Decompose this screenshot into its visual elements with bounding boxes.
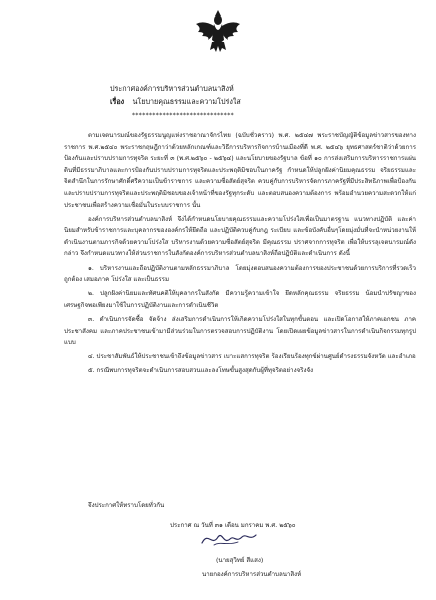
subject-label: เรื่อง: [110, 97, 125, 106]
paragraph-policy-intro: องค์การบริหารส่วนตำบลนาสิงห์ จึงได้กำหนดนโยบายคุณธรรมและความโปร่งใสเพื่อเป็นมาตรฐาน แนวทางปฏิบัติ และค่านิยมสำหรับข้าราชการและบุคลากรขององค์กรให้ยึดถือ และปฏิบัติควบคู่กับกฎ ระเบียบ และข้อบังคับอื่นๆโดยมุ่งมั่นที่จะนำหน่วยงานให้ดำเนินงานตามภารกิจด้วยความโปร่งใส บริหารงานด้วยความซื่อสัตย์สุจริต มีคุณธรรม ปราศจากการทุจริต เพื่อให้บรรลุเจตนารมณ์ดังกล่าว จึงกำหนดแนวทางให้ส่วนราชการในสังกัดองค์การบริหารส่วนตำบลนาสิงห์ถือปฏิบัติและดำเนินการ ดังนี้: [64, 215, 416, 258]
document-title: ประกาศองค์การบริหารส่วนตำบลนาสิงห์: [110, 84, 234, 93]
separator-line: ******************************: [132, 112, 234, 119]
announcement-date: ประกาศ ณ วันที่ ๓๑ เดือน มกราคม พ.ศ. ๒๕๖๐: [170, 522, 296, 529]
garuda-emblem-icon: [194, 6, 242, 54]
document-subject: นโยบายคุณธรรมและความโปร่งใส: [132, 97, 241, 106]
document-subject-line: [110, 97, 410, 107]
closing-statement: จึงประกาศให้ทราบโดยทั่วกัน: [88, 502, 165, 509]
document-body: [64, 130, 416, 379]
policy-item-4: ๔. ประชาสัมพันธ์ให้ประชาชนเข้าถึงข้อมูลข่าวสาร เบาะแสการทุจริต ร้องเรียนร้องทุกข์ผ่านศูนย์ดำรงธรรมจังหวัด และอำเภอ: [88, 353, 416, 361]
policy-item-3: ๓. ดำเนินการจัดซื้อ จัดจ้าง ส่งเสริมการดำเนินการให้เกิดความโปร่งใสในทุกขั้นตอน และเปิดโอกาสให้ภาคเอกชน ภาคประชาสังคม และภาคประชาชนเข้ามามีส่วนร่วมในการตรวจสอบการปฏิบัติงาน โดยเปิดเผยข้อมูลข่าวสารในการดำเนินกิจกรรมทุกรูปแบบ: [64, 315, 416, 347]
handwritten-signature: [200, 527, 258, 549]
policy-item-5: ๕. กรณีพบการทุจริตจะดำเนินการสอบสวนและลงโทษขั้นสูงสุดกับผู้ที่ทุจริตอย่างจริงจัง: [88, 367, 314, 375]
signer-name: (นายสุวิทย์ สีแสง): [216, 557, 264, 564]
signer-position: นายกองค์การบริหารส่วนตำบลนาสิงห์: [202, 571, 302, 578]
paragraph-preamble: ตามเจตนารมณ์ของรัฐธรรมนูญแห่งราชอาณาจักรไทย (ฉบับชั่วคราว) พ.ศ. ๒๕๔๗ พระราชบัญญัติข้อมูลข่าวสารของทางราชการ พ.ศ.๒๕๔๐ พระราชกฤษฎีกาว่าด้วยหลักเกณฑ์และวิธีการบริหารกิจการบ้านเมืองที่ดี พ.ศ. ๒๕๔๖ ยุทธศาสตร์ชาติว่าด้วยการป้องกันและปราบปรามการทุจริต ระยะที่ ๓ (พ.ศ.๒๕๖๐ - ๒๕๖๔) และนโยบายของรัฐบาล ข้อที่ ๑๐ การส่งเสริมการบริหารราชการแผ่นดินที่มีธรรมาภิบาลและการป้องกันปราบปรามการทุจริตและประพฤติมิชอบในภาครัฐ กำหนดให้ปลูกฝังค่านิยมคุณธรรม จริยธรรมและจิตสำนึกในการรักษาศักดิ์ศรีความเป็นข้าราชการ และความซื่อสัตย์สุจริต ควบคู่กับการบริหารจัดการภาครัฐที่มีประสิทธิภาพเพื่อป้องกันและปราบปรามการทุจริตและประพฤติมิชอบของเจ้าหน้าที่ของรัฐทุกระดับ และตอบสนองความต้องการ พร้อมอำนวยความสะดวกให้แก่ประชาชนเพื่อสร้างความเชื่อมั่นในระบบราชการ นั้น: [64, 132, 416, 209]
policy-item-1: ๑. บริหารงานและถือปฏิบัติงานตามหลักธรรมาภิบาล โดยมุ่งตอบสนองความต้องการของประชาชนด้วยการบริการที่รวดเร็ว ถูกต้อง เสมอภาค โปร่งใส และเป็นธรรม: [64, 264, 416, 284]
policy-item-2: ๒. ปลูกฝังค่านิยมและทัศนคติให้บุคลากรในสังกัด มีความรู้ความเข้าใจ ยึดหลักคุณธรรม จริยธรรม น้อมนำปรัชญาของเศรษฐกิจพอเพียงมาใช้ในการปฏิบัติงานและการดำเนินชีวิต: [64, 290, 416, 309]
